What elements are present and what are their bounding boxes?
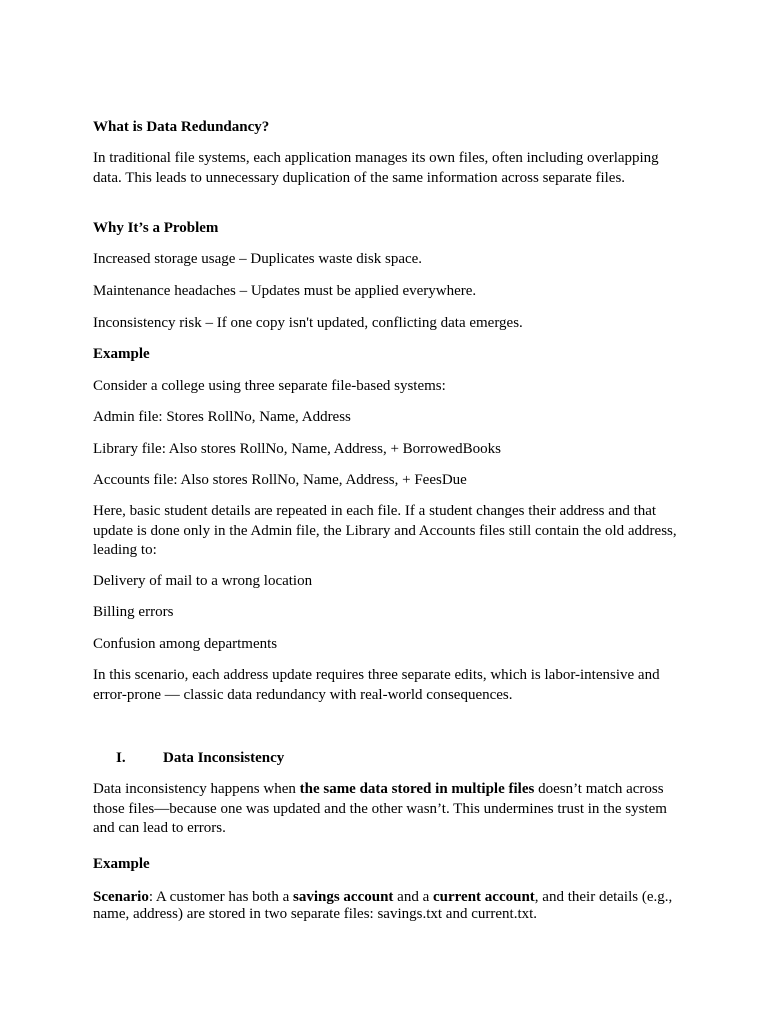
consequence-item: Confusion among departments [93,636,278,652]
file-item: Admin file: Stores RollNo, Name, Address [93,409,351,425]
example-intro: Consider a college using three separate file-based systems: [93,378,446,394]
scenario-text: , and their details (e.g., name, address) are stored in two separate files: savings.txt and current.txt. [93,889,673,922]
scenario-label: Scenario [93,889,149,905]
inconsistency-paragraph [93,780,683,839]
scenario-emphasis: savings account [292,889,394,905]
inconsistency-example-heading: Example [93,856,150,872]
file-item: Accounts file: Also stores RollNo, Name, Address, + FeesDue [93,472,467,488]
scenario-paragraph [93,889,683,923]
file-item: Library file: Also stores RollNo, Name, Address, + BorrowedBooks [93,441,501,457]
example-heading: Example [93,346,150,362]
explanation-paragraph: Here, basic student details are repeated in each file. If a student changes their address and that update is done only in the Admin file, the Library and Accounts files still contain the old address, leading to: [93,503,677,558]
conclusion-paragraph: In this scenario, each address update requires three separate edits, which is labor-intensive and error-prone — classic data redundancy with real-world consequences. [93,667,660,703]
scenario-emphasis: current account [433,889,535,905]
redundancy-heading: What is Data Redundancy? [93,119,270,135]
problem-item: Inconsistency risk – If one copy isn't updated, conflicting data emerges. [93,315,523,331]
inconsistency-emphasis: the same data stored in multiple files [299,781,535,797]
problem-item: Increased storage usage – Duplicates waste disk space. [93,251,423,267]
problem-heading: Why It’s a Problem [93,220,219,236]
scenario-text: : A customer has both a [148,889,293,905]
section-title: Data Inconsistency [163,750,285,766]
redundancy-intro: In traditional file systems, each application manages its own files, often including overlapping data. This leads to unnecessary duplication of the same information across separate files. [93,150,659,186]
consequence-item: Billing errors [93,604,174,620]
inconsistency-text: Data inconsistency happens when [93,781,300,797]
problem-item: Maintenance headaches – Updates must be applied everywhere. [93,283,477,299]
inconsistency-text: doesn’t match across those files—because one was updated and the other wasn’t. This undermines trust in the system and can lead to errors. [93,781,667,836]
scenario-text: and a [393,889,433,905]
consequence-item: Delivery of mail to a wrong location [93,573,313,589]
section-number: I. [116,750,126,766]
